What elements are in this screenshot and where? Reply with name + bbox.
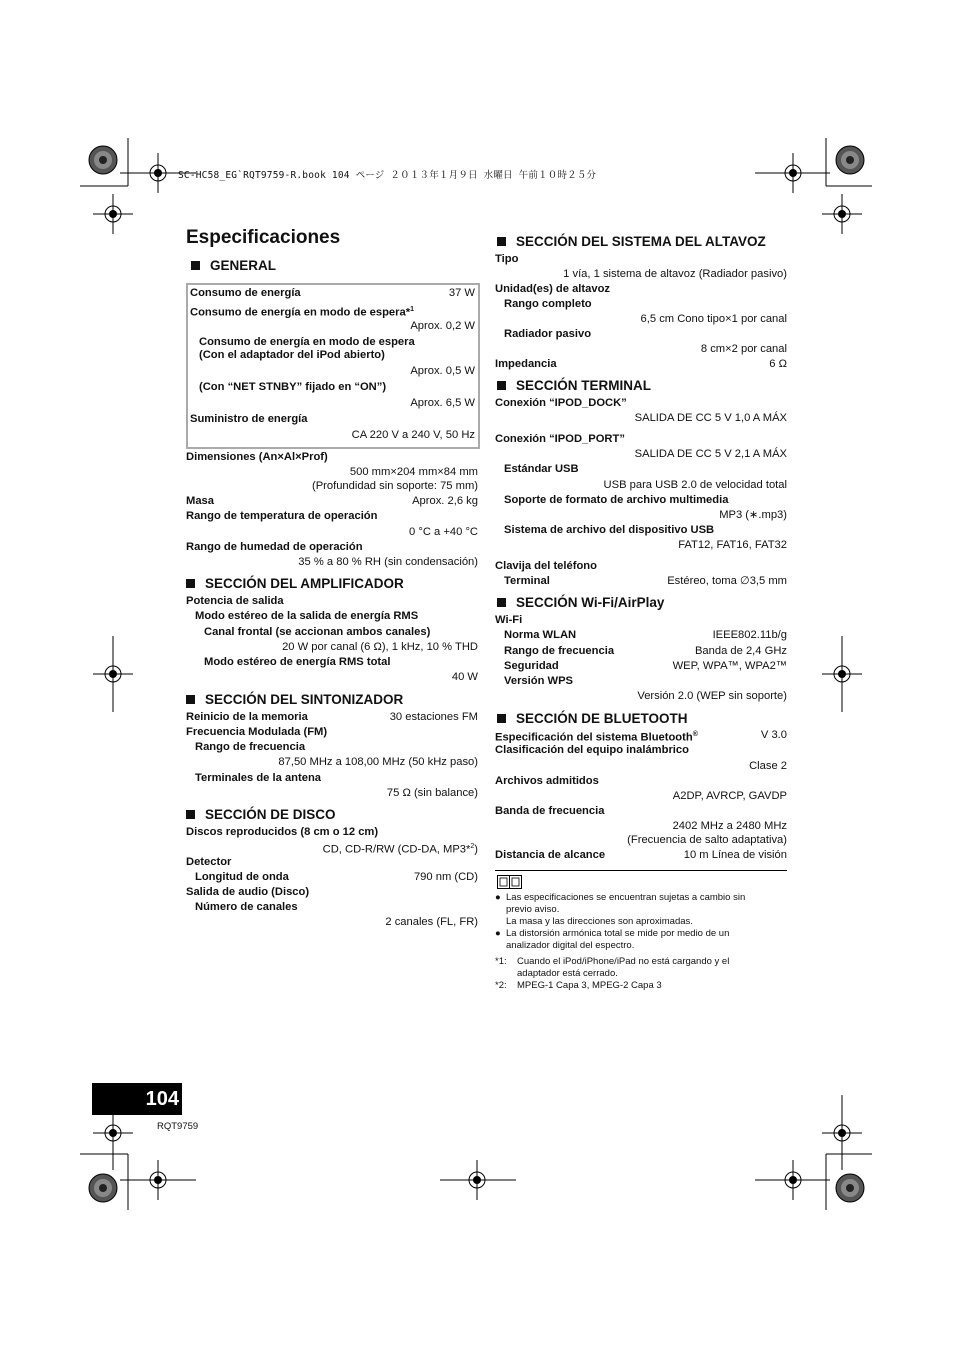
- terminal-specs: Conexión “IPOD_DOCK” SALIDA DE CC 5 V 1,0 A MÁX Conexión “IPOD_PORT” SALIDA DE CC 5 V 2,1 A MÁX Estándar USB USB para USB 2.0 de velocidad total Soporte de formato de archivo multimedia MP3 (∗.mp3) Sistema de archivo del dispositivo USB FAT12, FAT16, FAT32 Clavija del teléfono Terminal Estéreo, toma ∅3,5 mm: [495, 397, 787, 587]
- tuner-specs: Reinicio de la memoria 30 estaciones FM Frecuencia Modulada (FM) Rango de frecuencia 87,50 MHz a 108,00 MHz (50 kHz paso) Terminales de la antena 75 Ω (sin balance): [186, 711, 478, 799]
- print-header: SC-HC58_EG`RQT9759-R.book 104 ページ ２０１３年１月９日 水曜日 午前１０時２５分: [178, 170, 597, 181]
- page-number: 104: [92, 1083, 182, 1115]
- section-heading-wifi: SECCIÓN Wi-Fi/AirPlay: [497, 595, 664, 610]
- amplifier-specs: Potencia de salida Modo estéreo de la salida de energía RMS Canal frontal (se accionan ambos canales) 20 W por canal (6 Ω), 1 kHz, 10 % THD Modo estéreo de energía RMS total 40 W: [186, 595, 478, 683]
- section-heading-disc: SECCIÓN DE DISCO: [186, 807, 336, 822]
- general-box-content: Consumo de energía 37 W Consumo de energía en modo de espera*$^1$ Aprox. 0,2 W Consumo de energía en modo de espera (Con el adaptador del iPod abierto) Aprox. 0,5 W (Con “NET STNBY” fijado en “ON”) Aprox. 6,5 W Suministro de energía CA 220 V a 240 V, 50 Hz: [190, 287, 475, 441]
- section-heading-bluetooth: SECCIÓN DE BLUETOOTH: [497, 711, 688, 726]
- speaker-specs: Tipo 1 vía, 1 sistema de altavoz (Radiador pasivo) Unidad(es) de altavoz Rango completo 6,5 cm Cono tipo×1 por canal Radiador pasivo 8 cm×2 por canal Impedancia 6 Ω: [495, 253, 787, 370]
- doc-code: RQT9759: [157, 1121, 199, 1132]
- wifi-specs: Wi-Fi Norma WLAN IEEE802.11b/g Rango de frecuencia Banda de 2,4 GHz Seguridad WEP, WPA™, WPA2™ Versión WPS Versión 2.0 (WEP sin soporte): [495, 614, 787, 702]
- disc-specs: Discos reproducidos (8 cm o 12 cm) CD, CD-R/RW (CD-DA, MP3*$^2$) Detector Longitud de onda 790 nm (CD) Salida de audio (Disco) Número de canales 2 canales (FL, FR): [186, 826, 478, 928]
- book-note-icon: [497, 875, 523, 889]
- section-heading-amplifier: SECCIÓN DEL AMPLIFICADOR: [186, 576, 404, 591]
- notes: ● Las especificaciones se encuentran sujetas a cambio sin previo aviso. La masa y las direcciones son aproximadas. ● La distorsión armónica total se mide por medio de un analizador digital del espectro. *1: Cuando el iPod/iPhone/iPad no está cargando y el adaptador está cerrado. *2: MPEG-1 Capa 3, MPEG-2 Capa 3: [495, 892, 746, 991]
- bluetooth-specs: Especificación del sistema Bluetooth® V 3.0 Clasificación del equipo inalámbrico Clase 2 Archivos admitidos A2DP, AVRCP, GAVDP Banda de frecuencia 2402 MHz a 2480 MHz (Frecuencia de salto adaptativa) Distancia de alcance 10 m Línea de visión: [495, 729, 787, 861]
- general-extra: Dimensiones (An×Al×Prof) 500 mm×204 mm×84 mm (Profundidad sin soporte: 75 mm) Masa Aprox. 2,6 kg Rango de temperatura de operación 0 °C a +40 °C Rango de humedad de operación 35 % a 80 % RH (sin condensación): [186, 451, 478, 568]
- notes-divider: [495, 870, 787, 871]
- page-title: Especificaciones: [186, 227, 341, 248]
- section-heading-speaker: SECCIÓN DEL SISTEMA DEL ALTAVOZ: [497, 234, 766, 249]
- section-heading-terminal: SECCIÓN TERMINAL: [497, 378, 651, 393]
- section-heading-general: GENERAL: [191, 258, 276, 273]
- section-heading-tuner: SECCIÓN DEL SINTONIZADOR: [186, 692, 403, 707]
